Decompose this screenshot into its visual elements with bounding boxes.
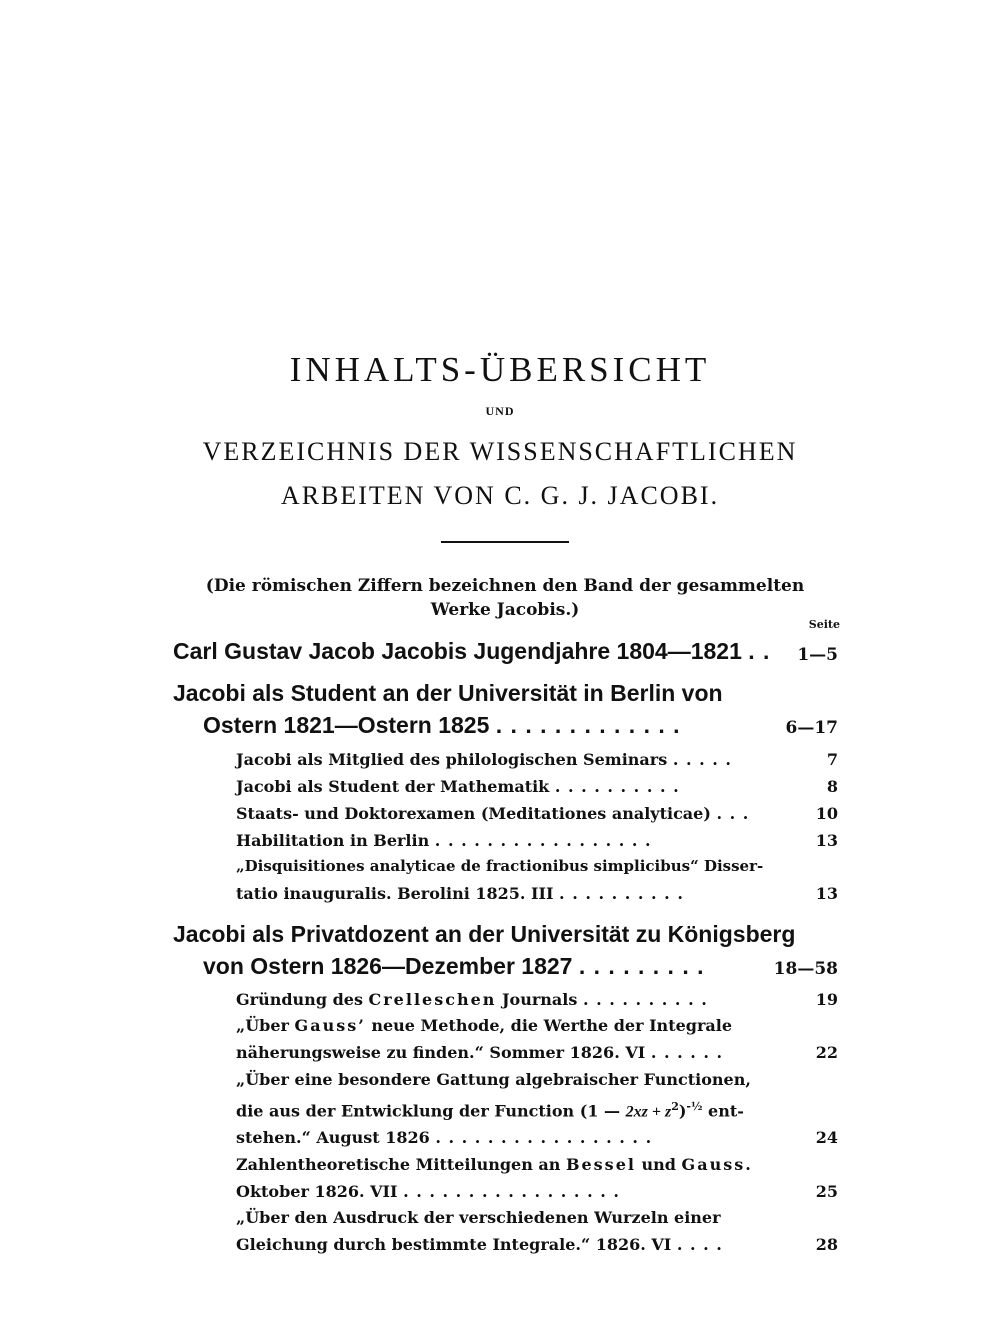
formula-paren: ) (678, 1101, 687, 1121)
toc-item (236, 990, 708, 1009)
leader-dots: . . . . . . (650, 1043, 724, 1062)
subtitle-line-2: ARBEITEN VON C. G. J. JACOBI. (280, 481, 720, 510)
toc-section-title: von Ostern 1826—Dezember 1827 (203, 953, 573, 979)
leader-dots: . . . . . . . . . (578, 953, 705, 979)
toc-page-number: 25 (815, 1182, 838, 1201)
leader-dots: . . . . . . . . . . . . . (495, 712, 681, 738)
toc-item-name-spaced: Gauss. (681, 1155, 753, 1174)
leader-dots: . . . . . . . . . . . . . . . . . (434, 831, 652, 850)
leader-dots: . . . (716, 804, 750, 823)
toc-item-title: Oktober 1826. VII (236, 1182, 398, 1201)
page-column-label: Seite (808, 618, 840, 631)
toc-page-number: 13 (815, 831, 838, 850)
toc-item-title: die aus der Entwicklung der Function (1 — (236, 1101, 626, 1121)
toc-item-line-1: „Über eine besondere Gattung algebraischer Functionen, (236, 1070, 751, 1089)
toc-page-number: 22 (815, 1043, 838, 1062)
toc-page-number: 28 (815, 1235, 838, 1254)
toc-item-line-1: „Disquisitiones analyticae de fractionibus simplicibus“ Disser- (236, 857, 764, 875)
toc-section-1 (173, 638, 770, 665)
toc-item-title-end: Journals (496, 990, 578, 1009)
toc-page-number: 1—5 (797, 645, 838, 665)
editorial-note (190, 574, 820, 622)
toc-page-number: 18—58 (773, 959, 838, 979)
toc-item-title: Zahlentheoretische Mitteilungen an (236, 1155, 566, 1174)
leader-dots: . . (748, 638, 771, 664)
leader-dots: . . . . . . . . . . (554, 777, 680, 796)
toc-page-number: 10 (815, 804, 838, 823)
leader-dots: . . . . . . . . . . (582, 990, 708, 1009)
toc-item-title: Habilitation in Berlin (236, 831, 430, 850)
toc-item-line-3 (236, 1128, 652, 1147)
leader-dots: . . . . . . . . . . . . . . . . . (403, 1182, 620, 1201)
toc-page-number: 7 (826, 750, 838, 769)
toc-item-title-end: ent- (702, 1101, 744, 1121)
toc-section-title: Ostern 1821—Ostern 1825 (203, 712, 490, 738)
toc-item-name-spaced: Gauss’ (294, 1016, 366, 1035)
title-conjunction: UND (485, 404, 515, 418)
toc-item-title: Jacobi als Student der Mathematik (236, 777, 550, 796)
toc-page-number: 6—17 (785, 718, 838, 738)
toc-section-2-line-2 (203, 712, 681, 739)
toc-page-number: 19 (815, 990, 838, 1009)
toc-item (236, 804, 749, 823)
toc-section-3-line-1: Jacobi als Privatdozent an der Universität zu Königsberg (173, 921, 796, 947)
leader-dots: . . . . . (672, 750, 732, 769)
toc-item-title: stehen.“ August 1826 (236, 1128, 430, 1147)
toc-item-line-1 (236, 1155, 753, 1174)
toc-page-number: 13 (815, 884, 838, 903)
toc-item-line-2 (236, 884, 684, 903)
toc-page-number: 8 (826, 777, 838, 796)
toc-item-title: Gründung des (236, 990, 369, 1009)
toc-item-line-2 (236, 1235, 723, 1254)
toc-item-title: „Über (236, 1016, 295, 1035)
toc-item-title: Jacobi als Mitglied des philologischen Seminars (236, 750, 668, 769)
toc-item-name-spaced: Bessel (565, 1155, 636, 1174)
formula-square: 2 (671, 1100, 679, 1113)
note-line-2: Werke Jacobis.) (430, 600, 580, 620)
formula: 2xz + z (625, 1103, 672, 1121)
formula-exponent: -½ (686, 1100, 703, 1113)
note-line-1: (Die römischen Ziffern bezeichnen den Band der gesammelten (205, 576, 805, 596)
toc-item-title: näherungsweise zu finden.“ Sommer 1826. VI (236, 1043, 646, 1062)
toc-section-2-line-1: Jacobi als Student an der Universität in Berlin von (173, 680, 723, 706)
toc-section-title: Carl Gustav Jacob Jacobis Jugendjahre 1804—1821 (173, 638, 742, 664)
toc-item-title-mid: und (635, 1155, 682, 1174)
toc-item-line-2 (236, 1043, 723, 1062)
toc-section-3-line-2 (203, 953, 705, 980)
leader-dots: . . . . . . . . . . (559, 884, 684, 903)
toc-page-number: 24 (815, 1128, 838, 1147)
toc-item-title: Staats- und Doktorexamen (Meditationes analyticae) (236, 804, 711, 823)
page-title: INHALTS-ÜBERSICHT (289, 350, 711, 389)
toc-item-line-2 (236, 1100, 744, 1121)
subtitle-line-1: VERZEICHNIS DER WISSENSCHAFTLICHEN (202, 437, 798, 466)
leader-dots: . . . . . . . . . . . . . . . . . (435, 1128, 653, 1147)
toc-item (236, 750, 732, 769)
title-divider (441, 541, 569, 543)
toc-item-line-2 (236, 1182, 620, 1201)
toc-item-line-1: „Über den Ausdruck der verschiedenen Wurzeln einer (236, 1208, 721, 1227)
leader-dots: . . . . (676, 1235, 723, 1254)
toc-item (236, 831, 652, 850)
toc-item-name-spaced: Crelleschen (368, 990, 497, 1009)
toc-item-line-1 (236, 1016, 732, 1035)
toc-item-title-end: neue Methode, die Werthe der Integrale (365, 1016, 732, 1035)
toc-item-title: Gleichung durch bestimmte Integrale.“ 1826. VI (236, 1235, 672, 1254)
toc-item (236, 777, 680, 796)
toc-item-title: tatio inauguralis. Berolini 1825. III (236, 884, 554, 903)
